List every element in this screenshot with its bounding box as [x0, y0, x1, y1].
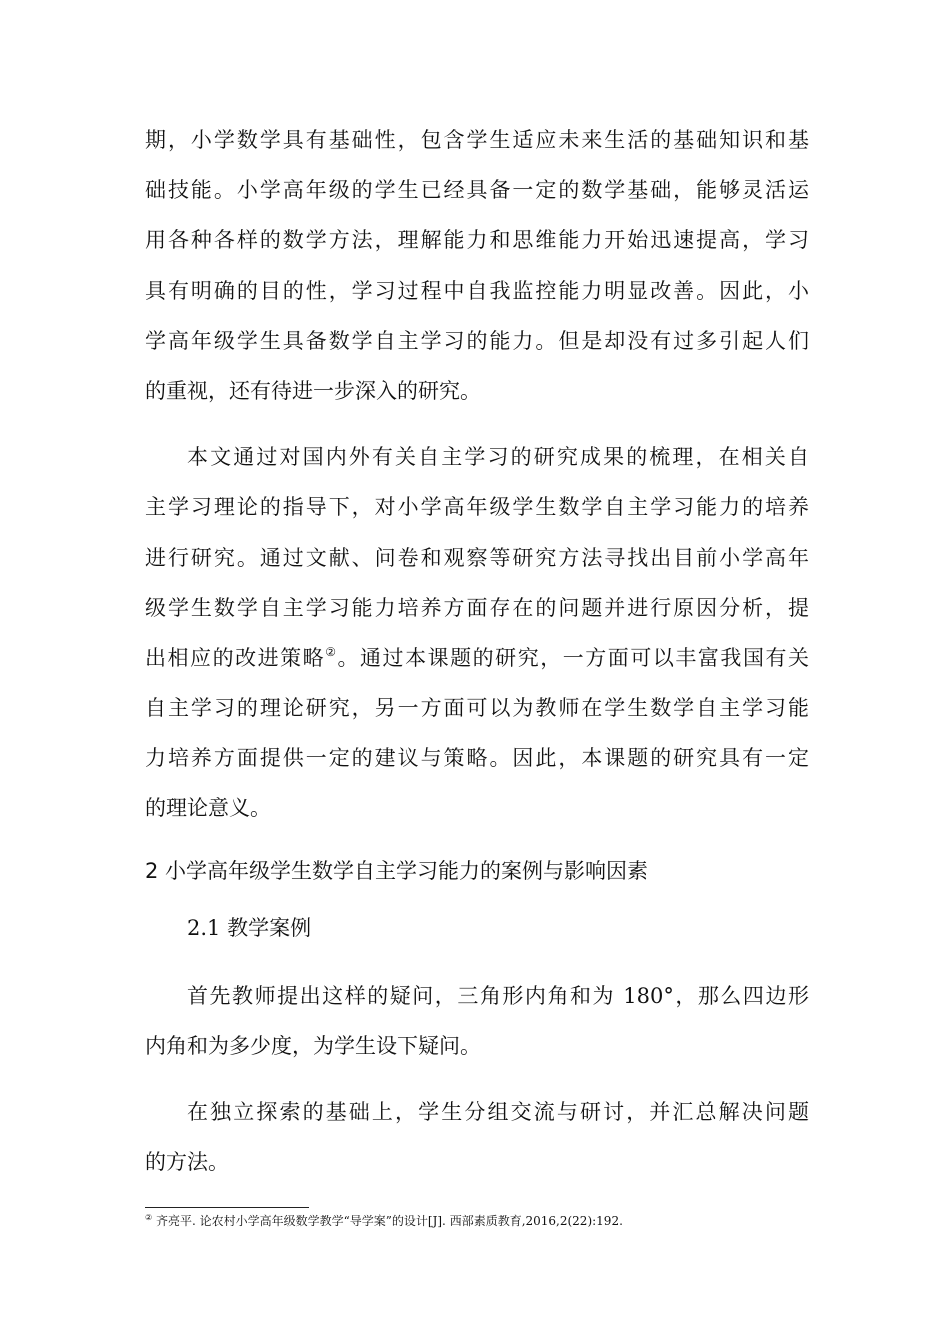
paragraph-1-line-4: 具有明确的目的性，学习过程中自我监控能力明显改善。因此，小 [145, 279, 809, 303]
paragraph-2-line-5-before: 出相应的改进策略 [145, 646, 326, 670]
subsection-heading: 2.1 教学案例 [187, 916, 312, 940]
footnote-text: 齐亮平. 论农村小学高年级数学教学“导学案”的设计[J]. 西部素质教育,2016,2(22):192. [152, 1214, 623, 1228]
paragraph-3-line-2: 内角和为多少度，为学生设下疑问。 [145, 1034, 481, 1058]
section-heading: 2 小学高年级学生数学自主学习能力的案例与影响因素 [145, 859, 649, 883]
paragraph-2-line-5 [145, 646, 809, 670]
paragraph-2-line-7: 力培养方面提供一定的建议与策略。因此，本课题的研究具有一定 [145, 746, 809, 770]
paragraph-2-line-5-after: 。通过本课题的研究，一方面可以丰富我国有关 [337, 646, 810, 670]
paragraph-1-line-6: 的重视，还有待进一步深入的研究。 [145, 379, 481, 403]
paragraph-4-line-2: 的方法。 [145, 1150, 229, 1174]
footnote-marker: ② [145, 1213, 153, 1222]
paragraph-1-line-2: 础技能。小学高年级的学生已经具备一定的数学基础，能够灵活运 [145, 178, 809, 202]
paragraph-2-line-8: 的理论意义。 [145, 796, 271, 820]
paragraph-3-line-1: 首先教师提出这样的疑问，三角形内角和为 180°，那么四边形 [187, 984, 809, 1008]
paragraph-2-line-2: 主学习理论的指导下，对小学高年级学生数学自主学习能力的培养 [145, 495, 809, 519]
paragraph-1-line-1: 期，小学数学具有基础性，包含学生适应未来生活的基础知识和基 [145, 128, 809, 152]
paragraph-4-line-1: 在独立探索的基础上，学生分组交流与研讨，并汇总解决问题 [187, 1100, 809, 1124]
footnote-reference[interactable]: ② [325, 645, 338, 659]
paragraph-1-line-3: 用各种各样的数学方法，理解能力和思维能力开始迅速提高，学习 [145, 228, 809, 252]
paragraph-2-line-6: 自主学习的理论研究，另一方面可以为教师在学生数学自主学习能 [145, 696, 809, 720]
paragraph-2-line-3: 进行研究。通过文献、问卷和观察等研究方法寻找出目前小学高年 [145, 546, 809, 570]
footnote [145, 1213, 623, 1229]
paragraph-2-line-4: 级学生数学自主学习能力培养方面存在的问题并进行原因分析，提 [145, 596, 809, 620]
paragraph-1-line-5: 学高年级学生具备数学自主学习的能力。但是却没有过多引起人们 [145, 329, 809, 353]
paragraph-2-line-1: 本文通过对国内外有关自主学习的研究成果的梳理，在相关自 [187, 445, 809, 469]
footnote-separator [145, 1207, 309, 1208]
